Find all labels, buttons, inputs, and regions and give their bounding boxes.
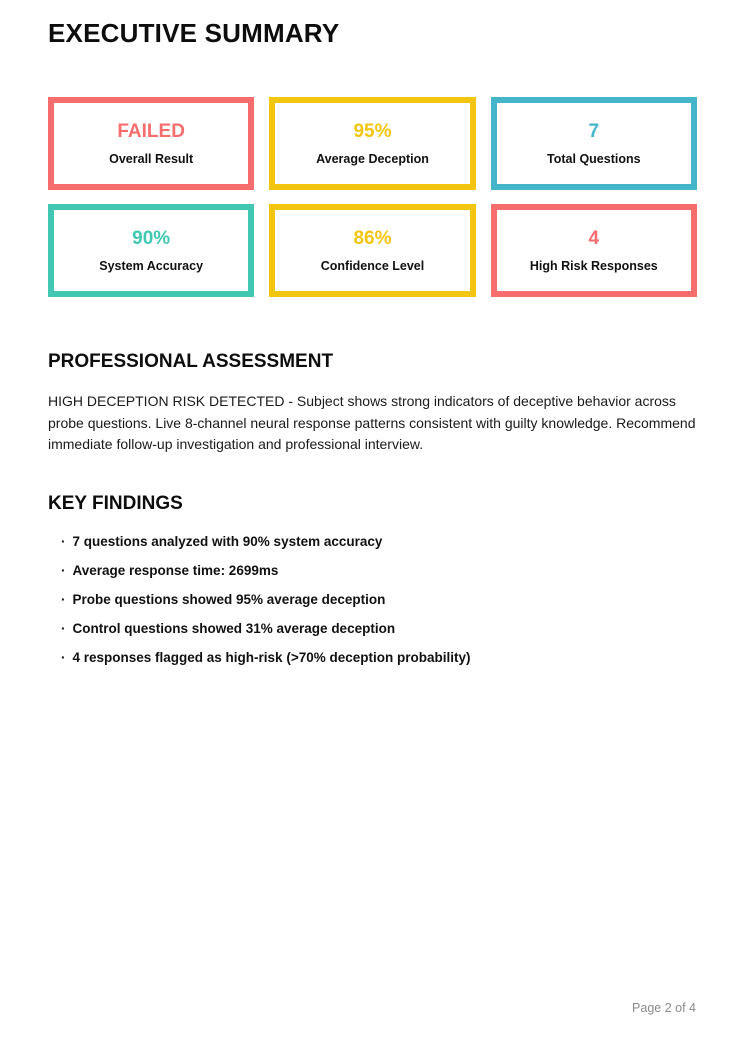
finding-text: 7 questions analyzed with 90% system accuracy [72,533,383,549]
stat-card [269,204,475,297]
stat-value: 86% [353,227,392,249]
stat-value: 90% [132,227,171,249]
bullet-glyph: · [61,591,66,607]
bullet-glyph: · [61,533,66,549]
bullet-glyph: · [61,649,66,665]
key-findings-list [48,535,697,665]
stat-value: 4 [588,227,600,249]
stat-label: Confidence Level [320,258,425,273]
key-findings-heading: KEY FINDINGS [48,492,183,514]
list-item [61,622,697,636]
stat-label: System Accuracy [99,258,204,273]
stats-grid [48,97,697,297]
list-item [61,535,697,549]
stat-card [491,204,697,297]
stat-label: High Risk Responses [529,258,658,273]
stat-card [48,204,254,297]
stat-card [269,97,475,190]
finding-text: Probe questions showed 95% average deception [72,591,386,607]
stat-value: 7 [588,120,600,142]
assessment-heading: PROFESSIONAL ASSESSMENT [48,351,334,372]
stat-value: FAILED [117,120,185,142]
stat-card [48,97,254,190]
list-item [61,651,697,665]
list-item [61,564,697,578]
page-number: Page 2 of 4 [632,1001,696,1015]
bullet-glyph: · [61,620,66,636]
stat-label: Total Questions [547,151,641,166]
bullet-glyph: · [61,562,66,578]
assessment-body: HIGH DECEPTION RISK DETECTED - Subject shows strong indicators of deceptive behavior across probe questions. Live 8-channel neural response patterns consistent with guilty knowledge. Recommend immediate follow-up investigation and professional interview. [48,393,696,452]
finding-text: 4 responses flagged as high-risk (>70% deception probability) [72,649,471,665]
stat-value: 95% [353,120,392,142]
stat-label: Average Deception [316,151,429,166]
list-item [61,593,697,607]
stat-label: Overall Result [109,151,194,166]
report-page [48,0,697,680]
finding-text: Control questions showed 31% average deception [72,620,396,636]
stat-card [491,97,697,190]
page-title: EXECUTIVE SUMMARY [48,18,340,48]
finding-text: Average response time: 2699ms [72,562,279,578]
